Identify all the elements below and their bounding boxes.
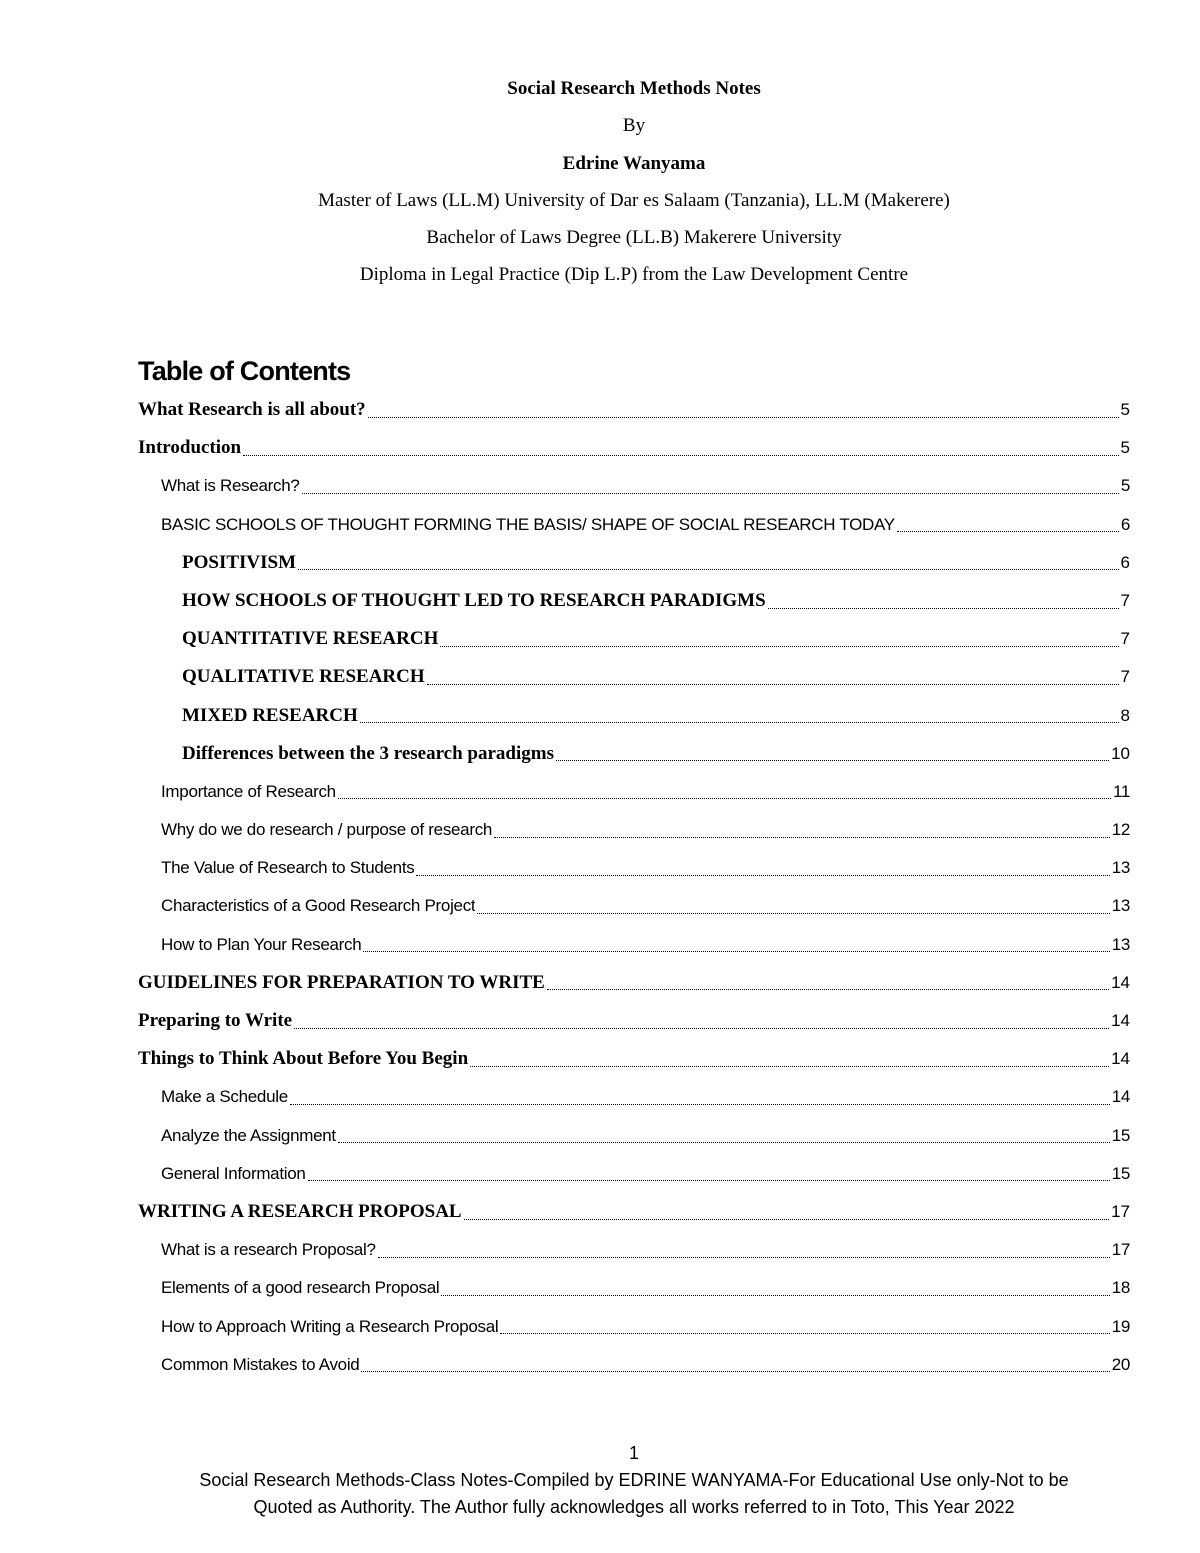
toc-entry-title: Differences between the 3 research paradigms — [182, 742, 555, 764]
toc-entry[interactable] — [138, 467, 1130, 505]
toc-entry-page: 5 — [1120, 476, 1130, 496]
toc-leader-dots — [294, 1028, 1109, 1029]
toc-entry-title: What is a research Proposal? — [161, 1240, 376, 1260]
toc-entry-page: 5 — [1120, 438, 1130, 458]
toc-leader-dots — [768, 608, 1119, 609]
document-title: Social Research Methods Notes — [507, 78, 761, 99]
toc-leader-dots — [290, 1104, 1110, 1105]
toc-entry[interactable] — [138, 620, 1130, 658]
author-name: Edrine Wanyama — [562, 152, 706, 174]
toc-leader-dots — [243, 455, 1118, 456]
page-number: 1 — [628, 1443, 639, 1463]
toc-leader-dots — [363, 951, 1109, 952]
toc-entry-page: 17 — [1111, 1201, 1130, 1221]
toc-entry[interactable] — [138, 964, 1130, 1002]
toc-leader-dots — [302, 493, 1119, 494]
toc-leader-dots — [500, 1333, 1109, 1334]
toc-entry-page: 14 — [1111, 1011, 1130, 1030]
toc-entry-page: 18 — [1111, 1278, 1130, 1298]
toc-leader-dots — [308, 1180, 1110, 1181]
credential-llb: Bachelor of Laws Degree (LL.B) Makerere University — [426, 227, 842, 249]
toc-entry-page: 6 — [1120, 552, 1130, 572]
toc-entry[interactable] — [138, 1040, 1130, 1078]
toc-entry[interactable] — [138, 1346, 1130, 1384]
toc-entry[interactable] — [138, 1231, 1130, 1269]
toc-entry-page: 13 — [1111, 858, 1130, 878]
toc-entry[interactable] — [138, 506, 1130, 544]
toc-entry-title: BASIC SCHOOLS OF THOUGHT FORMING THE BASIS/ SHAPE OF SOCIAL RESEARCH TODAY — [161, 514, 895, 534]
toc-entry-title: MIXED RESEARCH — [182, 704, 358, 726]
toc-entry-title: The Value of Research to Students — [161, 858, 415, 878]
toc-entry[interactable] — [138, 1002, 1130, 1040]
toc-entry-page: 5 — [1120, 400, 1130, 419]
toc-entry-page: 20 — [1111, 1354, 1130, 1374]
toc-entry[interactable] — [138, 1155, 1130, 1193]
toc-entry[interactable] — [138, 1269, 1130, 1307]
toc-leader-dots — [470, 1066, 1109, 1067]
toc-entry-title: Why do we do research / purpose of research — [161, 820, 493, 840]
toc-entry-page: 19 — [1111, 1316, 1130, 1336]
toc-entry[interactable] — [138, 887, 1130, 925]
toc-entry[interactable] — [138, 811, 1130, 849]
toc-entry-title: What Research is all about? — [138, 399, 366, 420]
document-header — [0, 70, 1200, 294]
toc-heading: Table of Contents — [138, 356, 351, 386]
toc-entry-title: How to Plan Your Research — [161, 934, 362, 954]
toc-entry[interactable] — [138, 1193, 1130, 1231]
toc-entry-title: General Information — [161, 1163, 306, 1183]
toc-leader-dots — [464, 1219, 1109, 1220]
toc-leader-dots — [368, 417, 1119, 418]
toc-entry[interactable] — [138, 1078, 1130, 1116]
by-line: By — [622, 115, 646, 137]
toc-entry-page: 13 — [1111, 934, 1130, 954]
toc-entry-page: 7 — [1120, 590, 1130, 610]
toc-entry[interactable] — [138, 735, 1130, 773]
toc-leader-dots — [361, 1371, 1109, 1372]
toc-entry-title: What is Research? — [161, 476, 300, 496]
credential-llm: Master of Laws (LL.M) University of Dar es Salaam (Tanzania), LL.M (Makerere) — [318, 189, 950, 211]
toc-entry-title: Common Mistakes to Avoid — [161, 1354, 360, 1374]
page-footer — [0, 1440, 1200, 1521]
toc-leader-dots — [440, 646, 1118, 647]
toc-entry-page: 6 — [1120, 514, 1130, 534]
toc-entry-page: 15 — [1111, 1125, 1130, 1145]
toc-entry-title: Things to Think About Before You Begin — [138, 1048, 469, 1070]
toc-leader-dots — [360, 722, 1119, 723]
toc-entry-title: WRITING A RESEARCH PROPOSAL — [138, 1200, 462, 1222]
toc-entry-page: 10 — [1111, 743, 1130, 763]
toc-entry-title: POSITIVISM — [182, 551, 297, 573]
toc-leader-dots — [298, 569, 1119, 570]
toc-entry-page: 14 — [1111, 1087, 1130, 1107]
toc-entry[interactable] — [138, 429, 1130, 467]
toc-entry-page: 7 — [1120, 629, 1130, 649]
toc-leader-dots — [416, 875, 1109, 876]
toc-entry-page: 7 — [1120, 667, 1130, 687]
toc-entry-page: 14 — [1111, 972, 1130, 992]
toc-entry-title: Analyze the Assignment — [161, 1125, 336, 1145]
toc-leader-dots — [547, 989, 1109, 990]
toc-leader-dots — [494, 837, 1110, 838]
toc-entry[interactable] — [138, 582, 1130, 620]
toc-entry[interactable] — [138, 544, 1130, 582]
toc-entry-page: 12 — [1111, 820, 1130, 840]
toc-leader-dots — [378, 1257, 1110, 1258]
toc-entry-title: GUIDELINES FOR PREPARATION TO WRITE — [138, 971, 545, 993]
toc-entry-title: QUANTITATIVE RESEARCH — [182, 628, 439, 650]
toc-leader-dots — [441, 1295, 1109, 1296]
footer-line-1: Social Research Methods-Class Notes-Compiled by EDRINE WANYAMA-For Educational Use only-Not to be — [199, 1470, 1069, 1490]
toc-entry[interactable] — [138, 773, 1130, 811]
toc-entry[interactable] — [138, 1308, 1130, 1346]
toc-leader-dots — [556, 760, 1109, 761]
toc-leader-dots — [897, 531, 1119, 532]
toc-entry-page: 11 — [1112, 781, 1130, 801]
toc-entry[interactable] — [138, 391, 1130, 429]
toc-entry-title: QUALITATIVE RESEARCH — [182, 666, 425, 688]
toc-entry-title: Preparing to Write — [138, 1010, 293, 1031]
toc-entry-page: 13 — [1111, 896, 1130, 916]
toc-entry[interactable] — [138, 926, 1130, 964]
toc-entry-title: Importance of Research — [161, 781, 336, 801]
toc-entry-page: 15 — [1111, 1163, 1130, 1183]
toc-entry[interactable] — [138, 849, 1130, 887]
table-of-contents — [138, 391, 1130, 1384]
toc-leader-dots — [477, 913, 1109, 914]
toc-entry-page: 17 — [1111, 1240, 1130, 1260]
toc-leader-dots — [338, 1142, 1110, 1143]
toc-entry-page: 8 — [1120, 705, 1130, 725]
toc-leader-dots — [338, 798, 1111, 799]
toc-entry[interactable] — [138, 697, 1130, 735]
toc-entry-title: How to Approach Writing a Research Proposal — [161, 1316, 499, 1336]
toc-entry-page: 14 — [1111, 1049, 1130, 1069]
toc-entry-title: Elements of a good research Proposal — [161, 1278, 440, 1298]
toc-entry[interactable] — [138, 658, 1130, 696]
toc-leader-dots — [427, 684, 1119, 685]
toc-entry[interactable] — [138, 1117, 1130, 1155]
toc-entry-title: HOW SCHOOLS OF THOUGHT LED TO RESEARCH PARADIGMS — [182, 589, 766, 611]
credential-diploma: Diploma in Legal Practice (Dip L.P) from the Law Development Centre — [359, 264, 909, 286]
toc-entry-title: Introduction — [138, 437, 242, 459]
toc-entry-title: Make a Schedule — [161, 1087, 288, 1107]
toc-entry-title: Characteristics of a Good Research Project — [161, 896, 476, 916]
footer-line-2: Quoted as Authority. The Author fully acknowledges all works referred to in Toto, This Year 2022 — [253, 1497, 1015, 1517]
